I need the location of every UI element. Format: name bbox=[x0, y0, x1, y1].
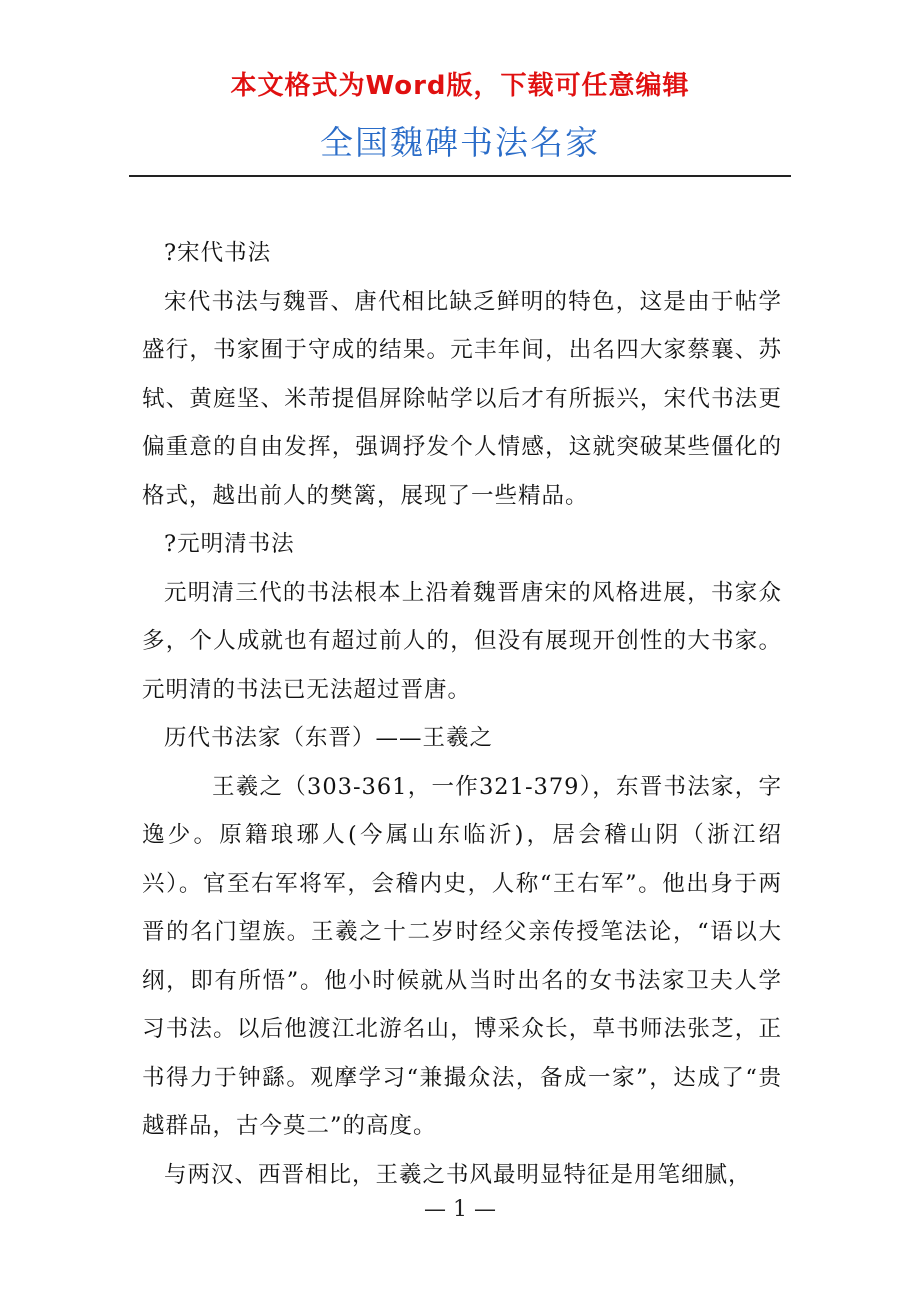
document-body bbox=[142, 229, 782, 1199]
paragraph-comparison: 与两汉、西晋相比，王羲之书风最明显特征是用笔细腻， bbox=[164, 1161, 752, 1188]
paragraph-yuan-ming-qing: 元明清三代的书法根本上沿着魏晋唐宋的风格进展，书家众多，个人成就也有超过前人的，但没有展现开创性的大书家。元明清的书法已无法超过晋唐。 bbox=[142, 579, 782, 703]
format-notice-banner: 本文格式为Word版，下载可任意编辑 bbox=[230, 71, 690, 101]
document-title: 全国魏碑书法名家 bbox=[320, 123, 600, 162]
paragraph-song: 宋代书法与魏晋、唐代相比缺乏鲜明的特色，这是由于帖学盛行，书家囿于守成的结果。元丰年间，出名四大家蔡襄、苏轼、黄庭坚、米芾提倡屏除帖学以后才有所振兴，宋代书法更偏重意的自由发挥，强调抒发个人情感，这就突破某些僵化的格式，越出前人的樊篱，展现了一些精品。 bbox=[142, 288, 782, 509]
header-divider bbox=[129, 175, 791, 177]
page-number: — 1 — bbox=[424, 1197, 496, 1222]
paragraph-wang-xizhi: 王羲之（303-361，一作321-379），东晋书法家，字逸少。原籍琅琊人(今属山东临沂)，居会稽山阴（浙江绍兴）。官至右军将军，会稽内史，人称“王右军”。他出身于两晋的名门望族。王羲之十二岁时经父亲传授笔法论，“语以大纲，即有所悟”。他小时候就从当时出名的女书法家卫夫人学习书法。以后他渡江北游名山，博采众长，草书师法张芝，正书得力于钟繇。观摩学习“兼撮众法，备成一家”，达成了“贵越群品，古今莫二”的高度。 bbox=[142, 773, 782, 1139]
section-heading-yuan-ming-qing: ?元明清书法 bbox=[164, 531, 295, 557]
section-heading-song: ?宋代书法 bbox=[164, 240, 272, 266]
section-heading-wang-xizhi: 历代书法家（东晋）——王羲之 bbox=[164, 725, 494, 751]
